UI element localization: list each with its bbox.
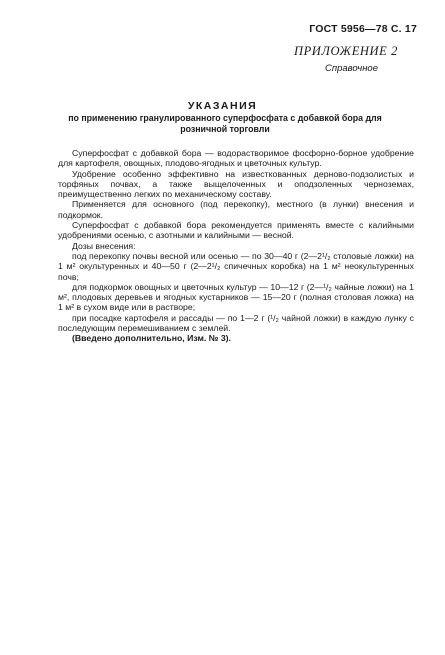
paragraph-dose-planting: при посадке картофеля и рассады — по 1—2 г (¹/₂ чайной ложки) в каждую лунку с последующим перемешиванием с землей. xyxy=(58,312,414,334)
document-subtitle: по применению гранулированного суперфосфата с добавкой бора для розничной торговли xyxy=(68,113,382,134)
document-title: УКАЗАНИЯ xyxy=(187,100,258,112)
paragraph-doses-heading: Дозы внесения: xyxy=(72,240,136,251)
paragraph-description: Суперфосфат с добавкой бора — водорастворимое фосфорно-борное удобрение для картофеля, овощных, плодово-ягодных и цветочных культур. xyxy=(58,148,414,169)
paragraph-application: Применяется для основного (под перекопку), местного (в лунки) внесения и подкормок. xyxy=(58,199,414,220)
paragraph-effectiveness: Удобрение особенно эффективно на известкованных дерново-подзолистых и торфяных почвах, а также выщелоченных и оподзоленных черноземах, преимущественно легких по механическому составу. xyxy=(58,168,414,200)
document-body xyxy=(58,148,414,344)
paragraph-dose-digging: под перекопку почвы весной или осенью — по 30—40 г (2—2¹/₂ столовые ложки) на 1 м² окультуренных и 40—50 г (2—2¹/₂ спичечных коробка) на 1 м² неокультуренных почв; xyxy=(58,250,414,282)
paragraph-dose-feeding: для подкормок овощных и цветочных культур — 10—12 г (2—¹/₂ чайные ложки) на 1 м², плодовых деревьев и ягодных кустарников — 15—20 г (полная столовая ложка) на 1 м² в сухом виде или в растворе; xyxy=(58,281,414,313)
appendix-label: ПРИЛОЖЕНИЕ 2 xyxy=(293,44,398,58)
amendment-note: (Введено дополнительно, Изм. № 3). xyxy=(72,333,231,344)
paragraph-combination: Суперфосфат с добавкой бора рекомендуется применять вместе с калийными удобрениями осенью, с азотными и калийными — весной. xyxy=(58,220,414,241)
reference-label: Справочное xyxy=(325,63,378,74)
standard-page-header: ГОСТ 5956—78 С. 17 xyxy=(309,23,417,35)
